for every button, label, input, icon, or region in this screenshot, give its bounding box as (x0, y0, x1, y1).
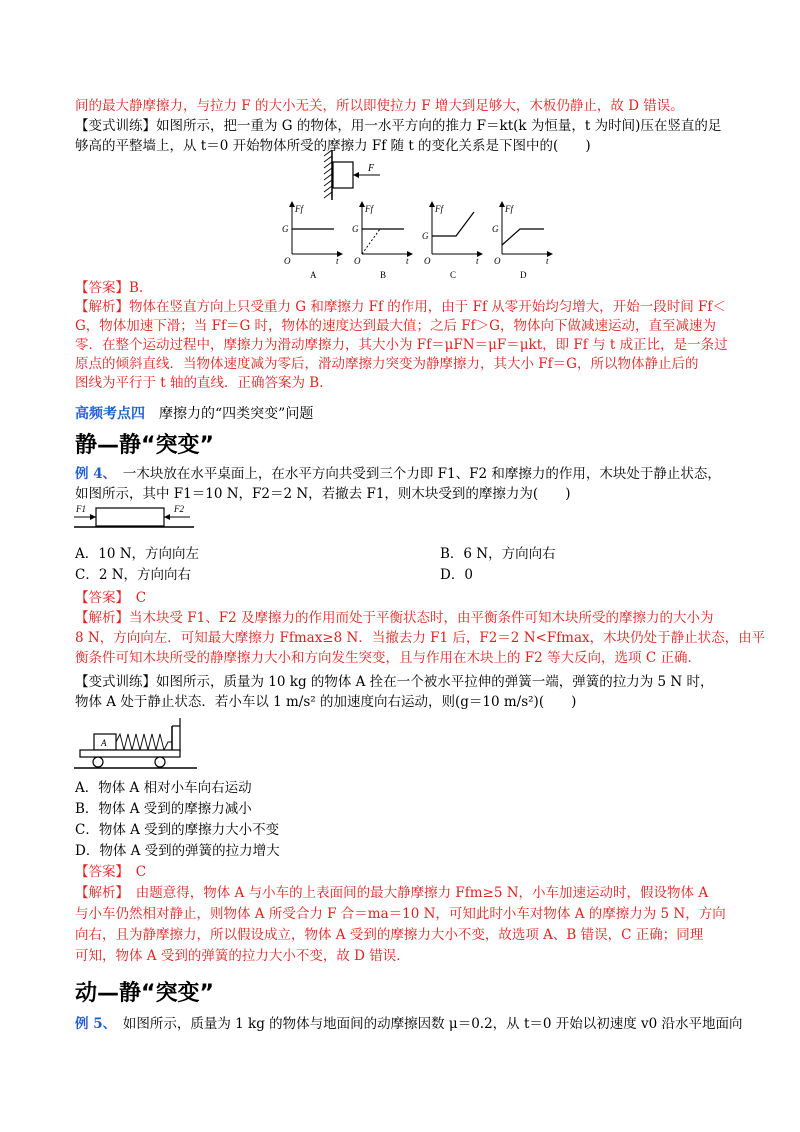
analysis-line: 衡条件可知木块所受的静摩擦力大小和方向发生突变，且与作用在木块上的 F2 等大反向，选项 C 正确． (75, 650, 701, 666)
analysis-line: 可知，物体 A 受到的弹簧的拉力大小不变，故 D 错误． (75, 948, 410, 964)
axis-label-g: G (492, 224, 499, 234)
axis-label-y: Ff (365, 204, 373, 214)
origin-label: O (354, 256, 361, 266)
analysis-line: G，物体加速下滑；当 Ff＝G 时，物体的速度达到最大值；之后 Ff＞G，物体向下做减速运动，直至减速为 (75, 318, 716, 334)
origin-label: O (424, 256, 431, 266)
section-heading: 动—静“突变” (75, 981, 214, 1006)
example-text: 一木块放在水平桌面上，在水平方向共受到三个力即 F1、F2 和摩擦力的作用，木块处于静止状态， (109, 466, 721, 482)
graph-caption: D (520, 270, 527, 280)
analysis-line: 【解析】当木块受 F1、F2 及摩擦力的作用而处于平衡状态时，由平衡条件可知木块所受的摩擦力的大小为 (75, 610, 714, 626)
example-4-line (75, 464, 721, 484)
friction-graphs (270, 200, 570, 282)
example-label: 例 4、 (75, 466, 110, 482)
axis-label-y: Ff (295, 204, 303, 214)
axis-label-x: t (336, 256, 339, 266)
f1-label: F1 (76, 504, 86, 514)
example-text: 如图所示，质量为 1 kg 的物体与地面间的动摩擦因数 μ＝0.2，从 t＝0 开始以初速度 v0 沿水平地面向 (109, 1016, 743, 1032)
origin-label: O (494, 256, 501, 266)
text-line: 【变式训练】如图所示，把一重为 G 的物体，用一水平方向的推力 F＝kt(k 为恒量，t 为时间)压在竖直的足 (75, 118, 722, 134)
axis-label-y: Ff (435, 204, 443, 214)
axis-label-x: t (476, 256, 479, 266)
wall-block-figure (318, 148, 388, 203)
graph-a (282, 204, 340, 280)
graph-caption: C (450, 270, 457, 280)
force-label: F (368, 163, 375, 174)
cart-spring-figure (72, 712, 202, 774)
axis-label-g: G (422, 231, 429, 241)
option-a: A．物体 A 相对小车向右运动 (75, 780, 252, 796)
analysis-line: 8 N，方向向左．可知最大摩擦力 Ffmax≥8 N．当撤去力 F1 后，F2＝2 N<Ffmax，木块仍处于静止状态，由平 (75, 630, 766, 646)
option-d: D．物体 A 受到的弹簧的拉力增大 (75, 843, 280, 859)
analysis-line: 零．在整个运动过程中，摩擦力为滑动摩擦力，其大小为 Ff＝μFN＝μF＝μkt，即 Ff 与 t 成正比，是一条过 (75, 337, 728, 353)
answer-line: 【答案】 C (75, 864, 147, 880)
analysis-line: 图线为平行于 t 轴的直线．正确答案为 B. (75, 375, 324, 391)
analysis-line: 【解析】物体在竖直方向上只受重力 G 和摩擦力 Ff 的作用，由于 Ff 从零开始均匀增大，开始一段时间 Ff＜ (75, 299, 726, 315)
graph-b (352, 204, 410, 280)
key-point-title: 高频考点四 (75, 406, 145, 422)
option-d: D．0 (440, 567, 473, 583)
option-c: C．2 N，方向向右 (75, 567, 192, 583)
axis-label-y: Ff (505, 204, 513, 214)
f2-label: F2 (174, 504, 184, 514)
analysis-line: 向右，且为静摩擦力，所以假设成立，物体 A 受到的摩擦力大小不变，故选项 A、B 错误，C 正确；同理 (75, 927, 704, 943)
graph-d (492, 204, 550, 280)
example-label: 例 5、 (75, 1016, 110, 1032)
graph-caption: A (310, 270, 317, 280)
option-c: C．物体 A 受到的摩擦力大小不变 (75, 822, 280, 838)
graph-c (422, 204, 480, 280)
option-b: B．物体 A 受到的摩擦力减小 (75, 801, 252, 817)
axis-label-g: G (352, 224, 359, 234)
analysis-line: 【解析】 由题意得，物体 A 与小车的上表面间的最大静摩擦力 Ffm≥5 N，小车加速运动时，假设物体 A (75, 885, 709, 901)
analysis-line: 原点的倾斜直线．当物体速度减为零后，滑动摩擦力突变为静摩擦力，其大小 Ff＝G，所以物体静止后的 (75, 356, 699, 372)
axis-label-g: G (282, 224, 289, 234)
analysis-line: 与小车仍然相对静止，则物体 A 所受合力 F 合＝ma＝10 N，可知此时小车对物体 A 的摩擦力为 5 N，方向 (75, 906, 726, 922)
axis-label-x: t (546, 256, 549, 266)
axis-label-x: t (406, 256, 409, 266)
section-heading: 静—静“突变” (75, 433, 214, 458)
key-point-subtitle: 摩擦力的“四类突变”问题 (145, 406, 314, 422)
key-point-heading (75, 403, 313, 423)
answer-line: 【答案】B. (75, 280, 144, 296)
block-table-figure (72, 500, 197, 532)
example-5-line (75, 1014, 743, 1034)
text-line: 物体 A 处于静止状态．若小车以 1 m/s² 的加速度向右运动，则(g＝10 m/s²)( ) (75, 694, 577, 710)
origin-label: O (284, 256, 291, 266)
option-a: A．10 N，方向向左 (75, 546, 200, 562)
graph-caption: B (380, 270, 387, 280)
text-line: 如图所示，其中 F1＝10 N，F2＝2 N，若撤去 F1，则木块受到的摩擦力为( ) (75, 486, 571, 502)
text-line: 够高的平整墙上，从 t＝0 开始物体所受的摩擦力 Ff 随 t 的变化关系是下图中的( ) (75, 138, 591, 154)
text-line: 【变式训练】如图所示，质量为 10 kg 的物体 A 拴在一个被水平拉伸的弹簧一端，弹簧的拉力为 5 N 时， (75, 674, 714, 690)
option-b: B．6 N，方向向右 (440, 546, 556, 562)
text-line: 间的最大静摩擦力，与拉力 F 的大小无关，所以即使拉力 F 增大到足够大，木板仍静止，故 D 错误。 (75, 98, 684, 114)
answer-line: 【答案】 C (75, 590, 147, 606)
block-a-label: A (101, 738, 107, 748)
